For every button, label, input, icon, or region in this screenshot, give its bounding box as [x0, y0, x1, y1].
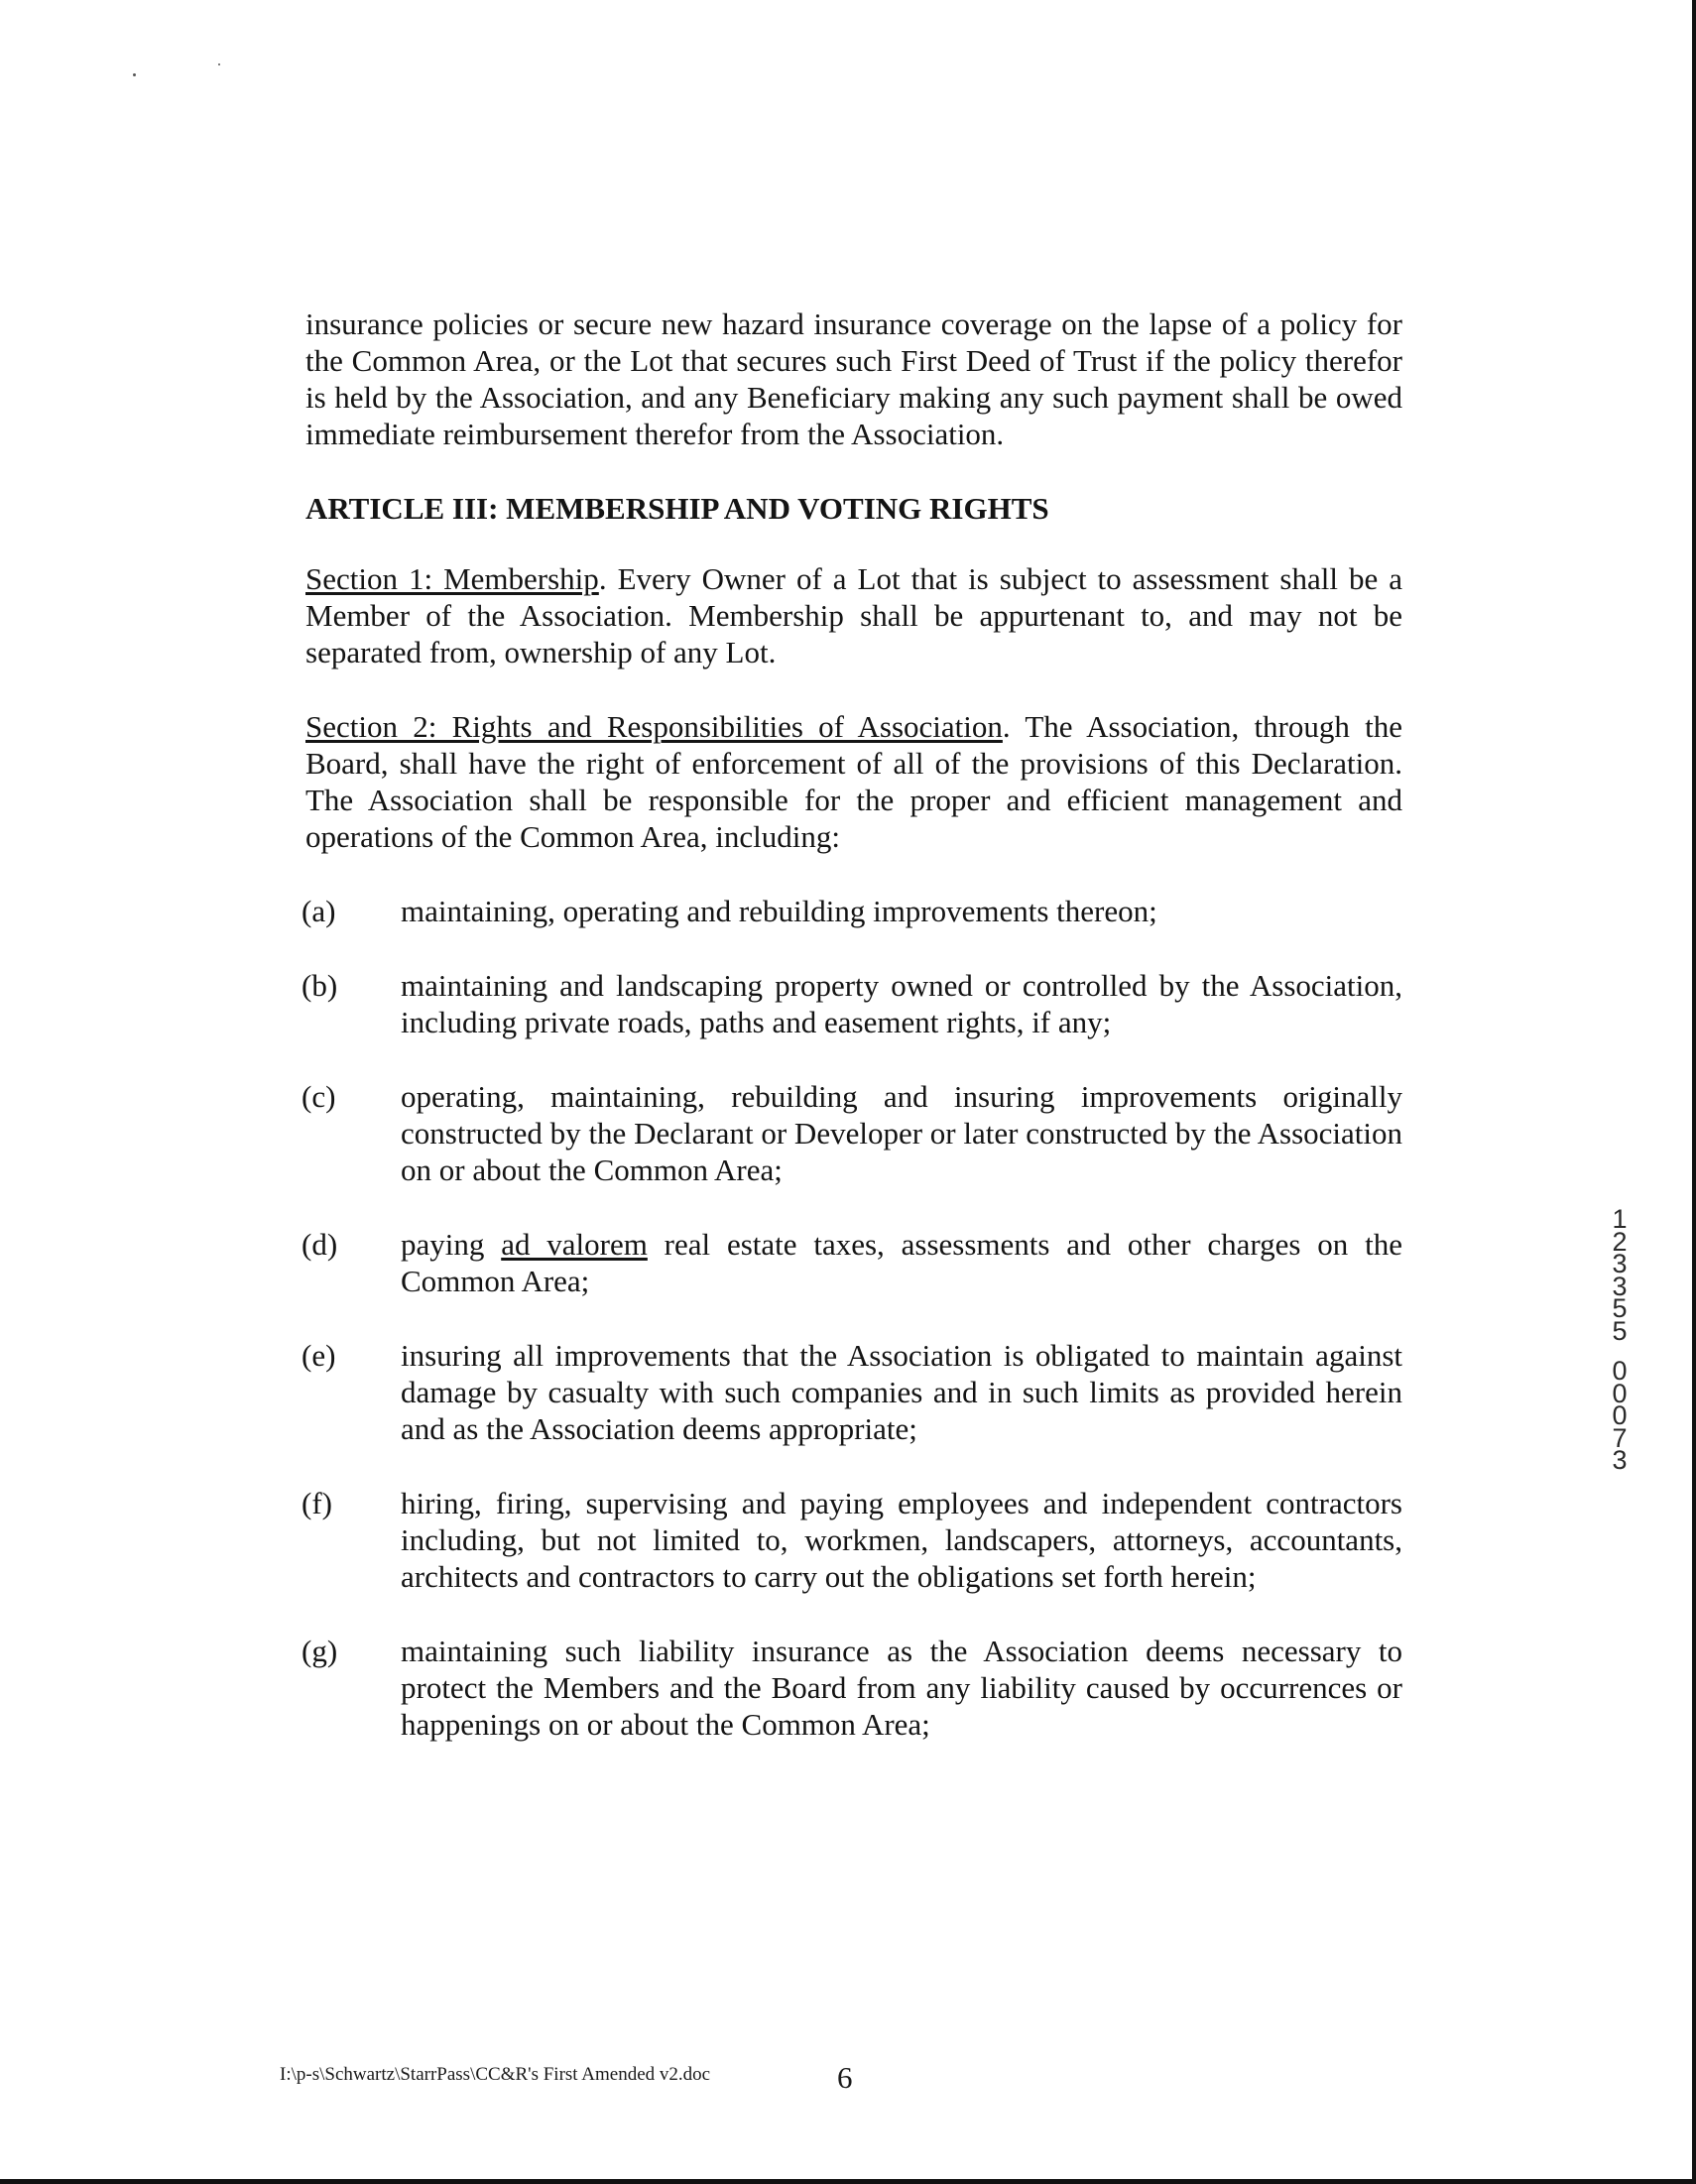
list-item-label: (a) — [302, 894, 336, 928]
margin-document-number — [1607, 1204, 1633, 1475]
list-item-text: maintaining such liability insurance as the Association deems necessary to protect the Members and the Board from any liability caused by occurrences or happenings on or about the Common Area; — [401, 1634, 1402, 1742]
list-item-emphasis: ad valorem — [501, 1227, 648, 1262]
list-item-label: (c) — [302, 1079, 336, 1114]
list-item-label: (b) — [302, 968, 338, 1003]
margin-number-top: 123355 — [1612, 1204, 1628, 1346]
article-heading: ARTICLE III: MEMBERSHIP AND VOTING RIGHTS — [305, 491, 1049, 526]
list-item-label: (g) — [302, 1634, 338, 1668]
list-item-a — [302, 893, 1402, 929]
opening-paragraph: insurance policies or secure new hazard insurance coverage on the lapse of a policy for the Common Area, or the Lot that secures such First Deed of Trust if the policy therefor is held by the Association, and any Beneficiary making any such payment shall be owed immediate reimbursement therefor from the Association. — [305, 306, 1402, 451]
list-item-label: (d) — [302, 1227, 338, 1262]
scan-border-bottom — [0, 2179, 1696, 2184]
section-2-text: . The Association, through the Board, shall have the right of enforcement of all of the provisions of this Declaration. The Association shall be responsible for the proper and efficient management and operations of the Common Area, including: — [305, 709, 1403, 854]
page-number: 6 — [837, 2060, 853, 2095]
list-item-b — [302, 967, 1402, 1040]
list-item-text: hiring, firing, supervising and paying employees and independent contractors including, but not limited to, workmen, landscapers, attorneys, accountants, architects and contractors to carry out the obligations set forth herein; — [401, 1486, 1402, 1594]
list-item-e — [302, 1337, 1402, 1447]
list-item-label: (f) — [302, 1486, 332, 1520]
section-1-title: Section 1: Membership — [305, 561, 599, 596]
section-1-paragraph — [305, 560, 1402, 670]
section-2-paragraph — [305, 708, 1402, 855]
section-2-title: Section 2: Rights and Responsibilities of Association — [305, 709, 1003, 744]
list-item-text-before: paying — [401, 1227, 502, 1262]
list-item-text: operating, maintaining, rebuilding and insuring improvements originally constructed by the Declarant or Developer or later constructed by the Association on or about the Common Area; — [401, 1079, 1402, 1187]
list-item-text: maintaining and landscaping property owned or controlled by the Association, including private roads, paths and easement rights, if any; — [401, 968, 1402, 1039]
footer-file-path: I:\p-s\Schwartz\StarrPass\CC&R's First Amended v2.doc — [280, 2064, 711, 2085]
list-item-text-after: real estate taxes, assessments and other charges on the Common Area; — [401, 1227, 1402, 1298]
margin-number-bottom: 00073 — [1612, 1356, 1628, 1475]
document-body — [302, 305, 1403, 1780]
list-item-g — [302, 1633, 1402, 1743]
list-item-text: insuring all improvements that the Association is obligated to maintain against damage by casualty with such companies and in such limits as provided herein and as the Association deems appropriate; — [401, 1338, 1402, 1446]
scan-speck — [218, 63, 220, 65]
list-item-f — [302, 1485, 1402, 1595]
list-item-label: (e) — [302, 1338, 336, 1373]
scan-border-right — [1692, 0, 1696, 2184]
scan-speck — [133, 73, 136, 76]
list-item-d — [302, 1226, 1402, 1299]
list-item-c — [302, 1078, 1402, 1188]
section-1-text: . Every Owner of a Lot that is subject to assessment shall be a Member of the Association. Membership shall be appurtenant to, and may not be separated from, ownership of any Lot. — [305, 561, 1403, 669]
list-item-text: maintaining, operating and rebuilding improvements thereon; — [401, 894, 1157, 928]
